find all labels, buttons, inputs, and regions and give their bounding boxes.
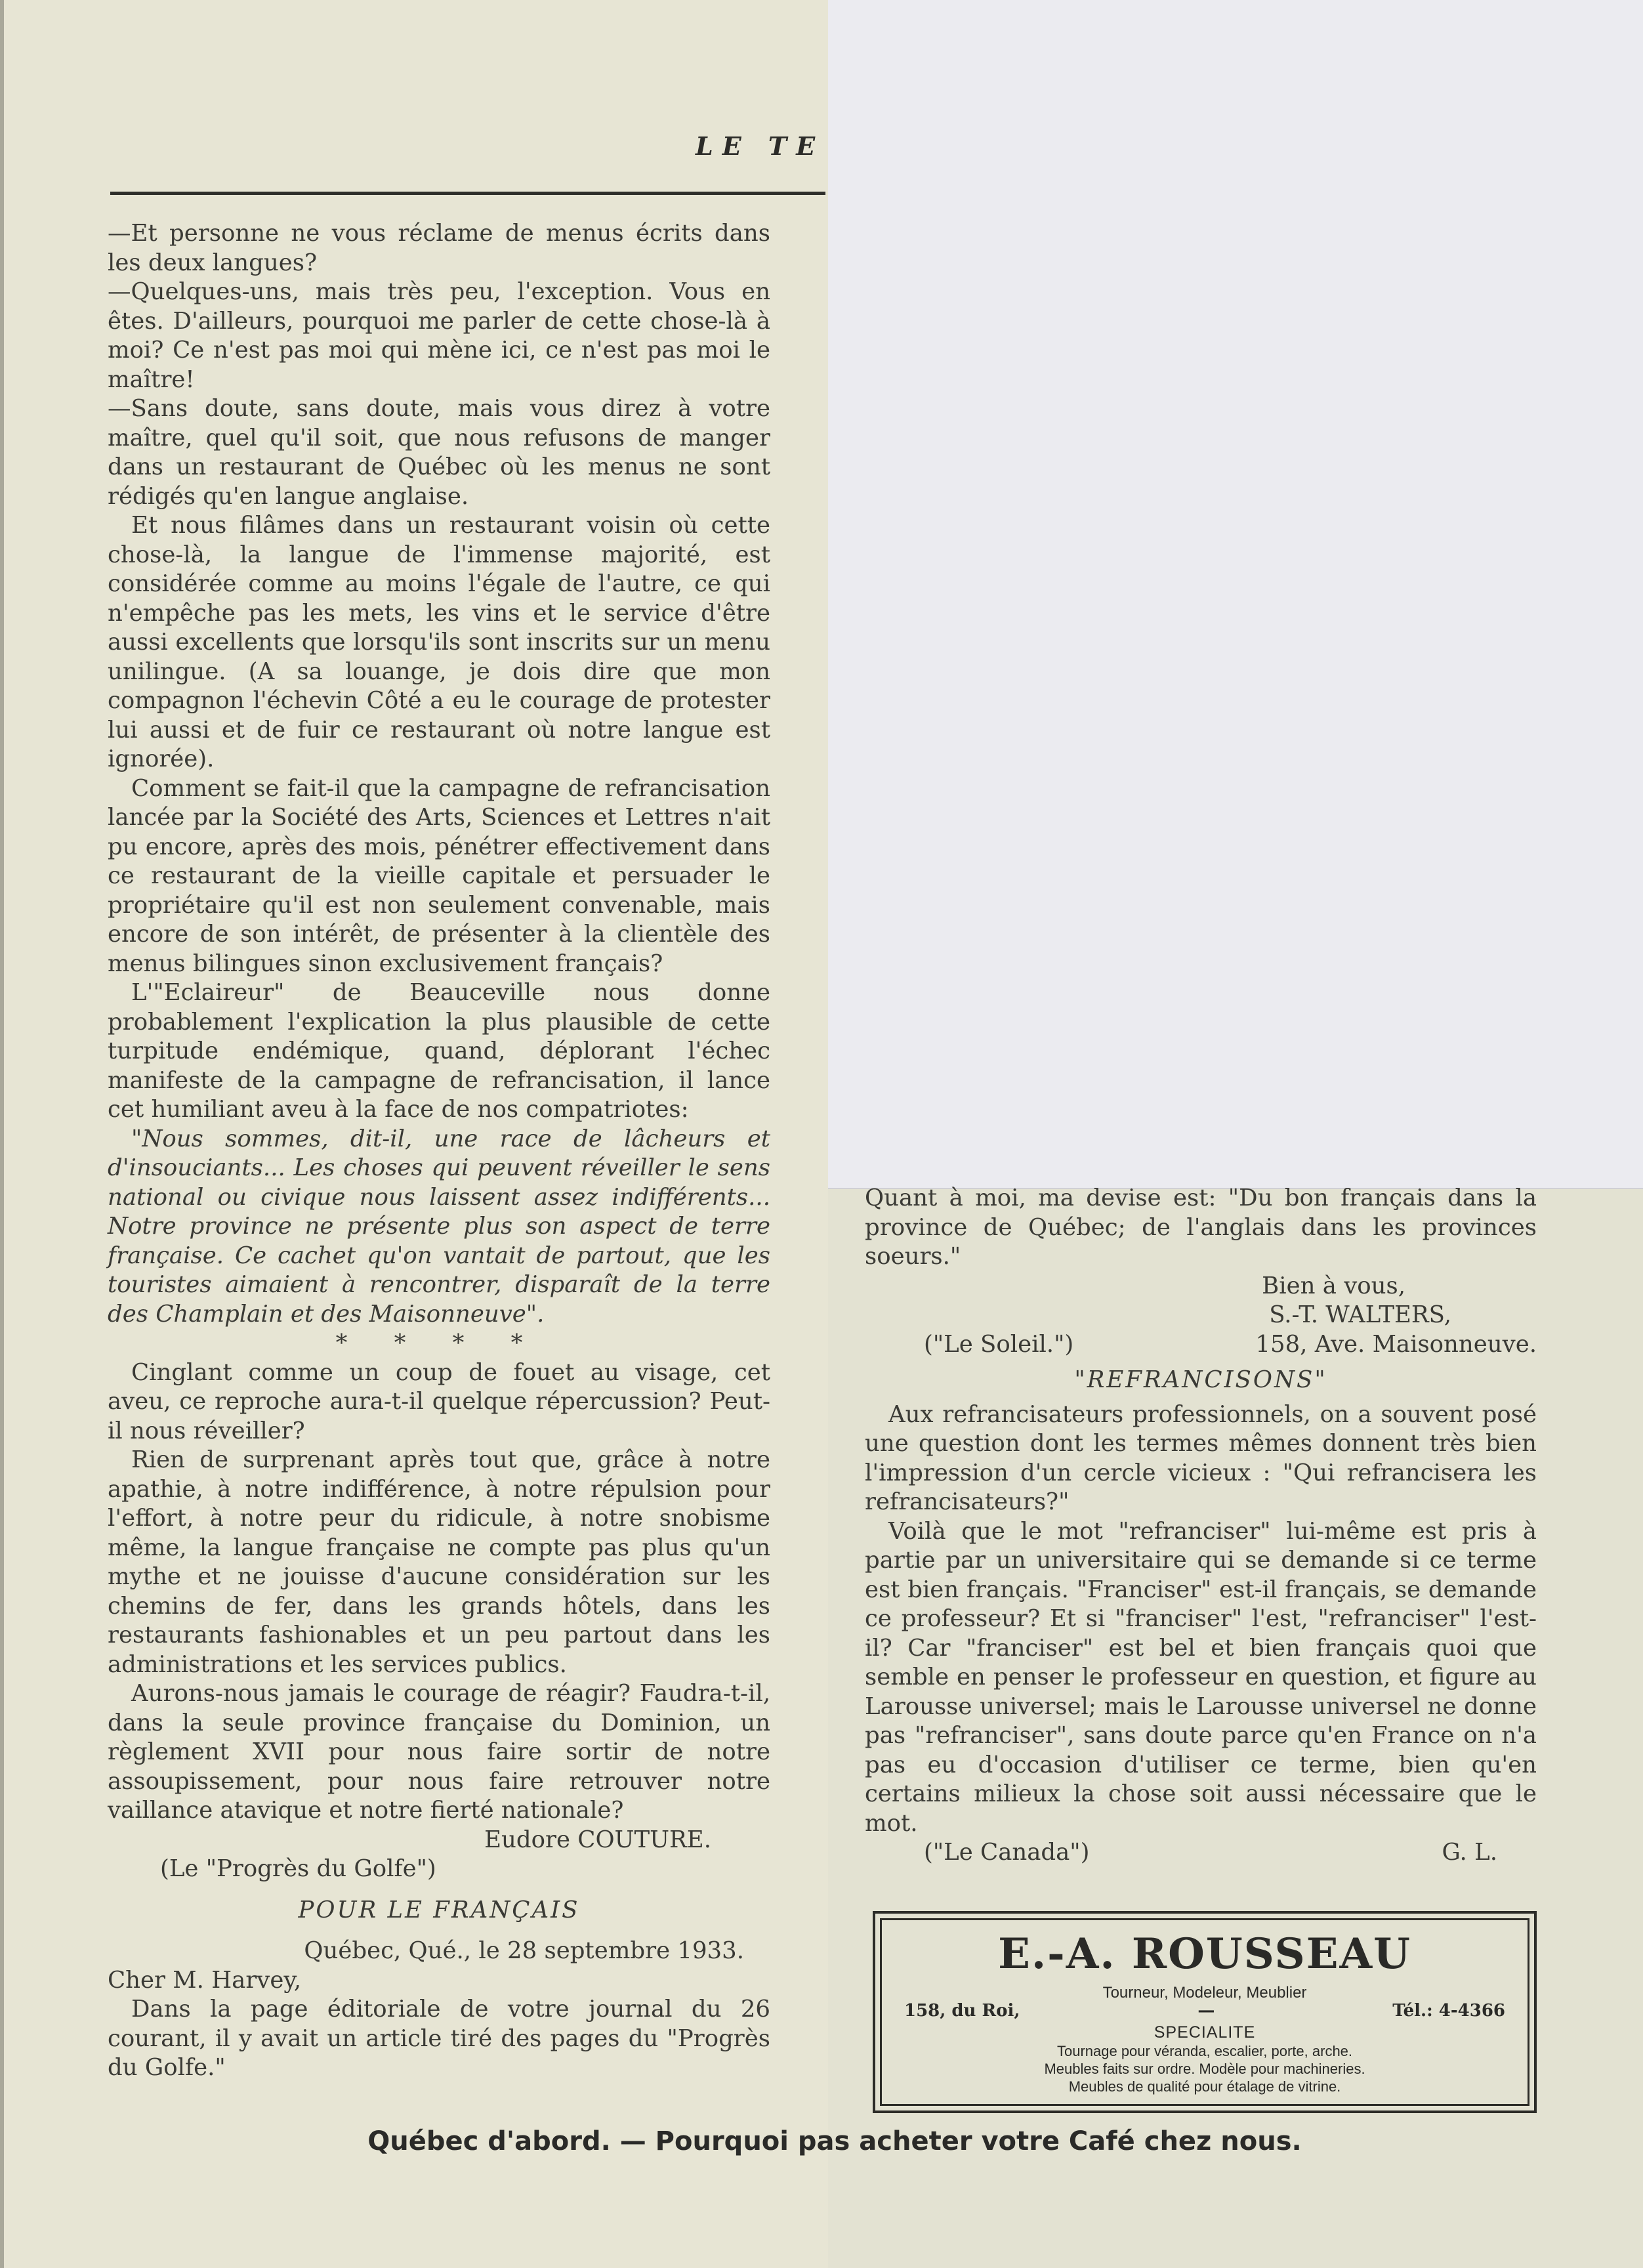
header-rule xyxy=(110,192,825,195)
ad-dash: — xyxy=(1197,2001,1215,2021)
ad-contact-row xyxy=(875,2001,1534,2021)
paragraph: Et nous filâmes dans un restaurant voisin où cette chose-là, la langue de l'immense majorité, est considérée comme au moins l'égale de l'autre, ce qui n'empêche pas les mets, les vins et le service d'être aussi excellents que lorsqu'ils sont inscrits sur un menu unilingue. (A sa louange, je dois dire que mon compagnon l'échevin Côté a eu le courage de protester lui aussi et de fuir ce restaurant où notre langue est ignorée). xyxy=(108,512,770,772)
signature: Eudore COUTURE. xyxy=(484,1826,711,1853)
paragraph: Voilà que le mot "refranciser" lui-même est pris à partie par un universitaire qui se demande si ce terme est bien français. "Franciser" est-il français, se demande ce professeur? Et si "franciser" l'est, "refranciser" l'est-il? Car "franciser" est bel et bien français quoi que semble en penser le professeur en question, et figure au Larousse universel; mais le Larousse universel ne donne pas "refranciser", sans doute parce qu'en France on n'a pas eu d'occasion d'utiliser ce terme, bien qu'en certains milieux la chose soit aussi nécessaire que le mot. xyxy=(865,1517,1537,1837)
masthead: LE TE xyxy=(696,131,825,161)
paragraph: Dans la page éditoriale de votre journal du 26 courant, il y avait un article tiré des pages du "Progrès du Golfe." xyxy=(108,1996,770,2081)
address: 158, Ave. Maisonneuve. xyxy=(1255,1330,1537,1358)
source: ("Le Soleil.") xyxy=(924,1330,1074,1358)
paragraph: Quant à moi, ma devise est: "Du bon français dans la province de Québec; de l'anglais dans les provinces soeurs." xyxy=(865,1185,1537,1270)
paragraph: Rien de surprenant après tout que, grâce à notre apathie, à notre indifférence, à notre répulsion pour l'effort, à notre peur du ridicule, à notre snobisme même, la langue française ne compte pas plus qu'un mythe et ne jouisse d'aucune considération sur les chemins de fer, dans les grands hôtels, dans les restaurants fashionables et un peu partout dans les administrations et les services publics. xyxy=(108,1446,770,1678)
ad-business-name: E.-A. ROUSSEAU xyxy=(998,1929,1411,1979)
closing: Bien à vous, xyxy=(1262,1272,1405,1299)
paragraph: Aurons-nous jamais le courage de réagir? Faudra-t-il, dans la seule province française du Dominion, un règlement XVII pour nous faire sortir de notre assoupissement, pour nous faire retrouver notre vaillance atavique et notre fierté nationale? xyxy=(108,1680,770,1824)
quote: "Nous sommes, dit-il, une race de lâcheurs et d'insouciants... Les choses qui peuvent réveiller le sens national ou civique nous laissent assez indifférents... Notre province ne présente plus son aspect de terre française. Ce cachet qu'on vantait de partout, que les touristes aimaient à rencontrer, disparaît de la terre des Champlain et des Maisonneuve". xyxy=(108,1125,770,1328)
left-column xyxy=(108,219,770,2083)
paragraph: —Et personne ne vous réclame de menus écrits dans les deux langues? xyxy=(108,220,770,276)
initials: G. L. xyxy=(1442,1839,1497,1866)
right-column xyxy=(865,1184,1537,1868)
source: ("Le Canada") xyxy=(924,1839,1090,1866)
section-heading: "REFRANCISONS" xyxy=(1074,1366,1327,1393)
ad-line: Tournage pour véranda, escalier, porte, arche. xyxy=(1056,2043,1353,2059)
page-edge xyxy=(0,0,4,2268)
salutation: Cher M. Harvey, xyxy=(108,1966,301,1994)
signature-row xyxy=(865,1330,1537,1360)
blank-overlay-region xyxy=(828,0,1643,1189)
paragraph: Comment se fait-il que la campagne de refrancisation lancée par la Société des Arts, Sciences et Lettres n'ait pu encore, après des mois, pénétrer effectivement dans ce restaurant de la vieille capitale et persuader le propriétaire qu'il est non seulement convenable, mais encore de son intérêt, de présenter à la clientèle des menus bilingues sinon exclusivement français? xyxy=(108,774,770,977)
dateline: Québec, Qué., le 28 septembre 1933. xyxy=(304,1937,744,1964)
section-stars: * * * * xyxy=(335,1330,543,1356)
paragraph: —Quelques-uns, mais très peu, l'exception. Vous en êtes. D'ailleurs, pourquoi me parler de cette chose-là à moi? Ce n'est pas moi qui mène ici, ce n'est pas moi le maître! xyxy=(108,278,770,393)
ad-trades: Tourneur, Modeleur, Meublier xyxy=(1102,1984,1307,2002)
section-heading: POUR LE FRANÇAIS xyxy=(298,1896,580,1923)
attribution-row xyxy=(865,1838,1537,1868)
source: (Le "Progrès du Golfe") xyxy=(160,1855,436,1882)
advertisement xyxy=(873,1911,1537,2113)
paragraph: Cinglant comme un coup de fouet au visage, cet aveu, ce reproche aura-t-il quelque répercussion? Peut-il nous réveiller? xyxy=(108,1358,770,1444)
footer-slogan: Québec d'abord. — Pourquoi pas acheter votre Café chez nous. xyxy=(367,2126,1302,2156)
ad-line: Meubles faits sur ordre. Modèle pour machineries. xyxy=(1044,2061,1365,2077)
signature: S.-T. WALTERS, xyxy=(1269,1301,1451,1328)
ad-address: 158, du Roi, xyxy=(904,2001,1020,2021)
ad-phone: Tél.: 4-4366 xyxy=(1392,2001,1505,2021)
ad-specialty-heading: SPECIALITE xyxy=(1154,2023,1256,2042)
paragraph: Aux refrancisateurs professionnels, on a souvent posé une question dont les termes mêmes donnent très bien l'impression d'un cercle vicieux : "Qui refrancisera les refrancisateurs?" xyxy=(865,1400,1537,1515)
ad-line: Meubles de qualité pour étalage de vitrine. xyxy=(1068,2078,1341,2095)
paragraph: —Sans doute, sans doute, mais vous direz à votre maître, quel qu'il soit, que nous refusons de manger dans un restaurant de Québec où les menus ne sont rédigés qu'en langue anglaise. xyxy=(108,395,770,510)
paragraph: L'"Eclaireur" de Beauceville nous donne probablement l'explication la plus plausible de cette turpitude endémique, quand, déplorant l'échec manifeste de la campagne de refrancisation, il lance cet humiliant aveu à la face de nos compatriotes: xyxy=(108,979,770,1123)
